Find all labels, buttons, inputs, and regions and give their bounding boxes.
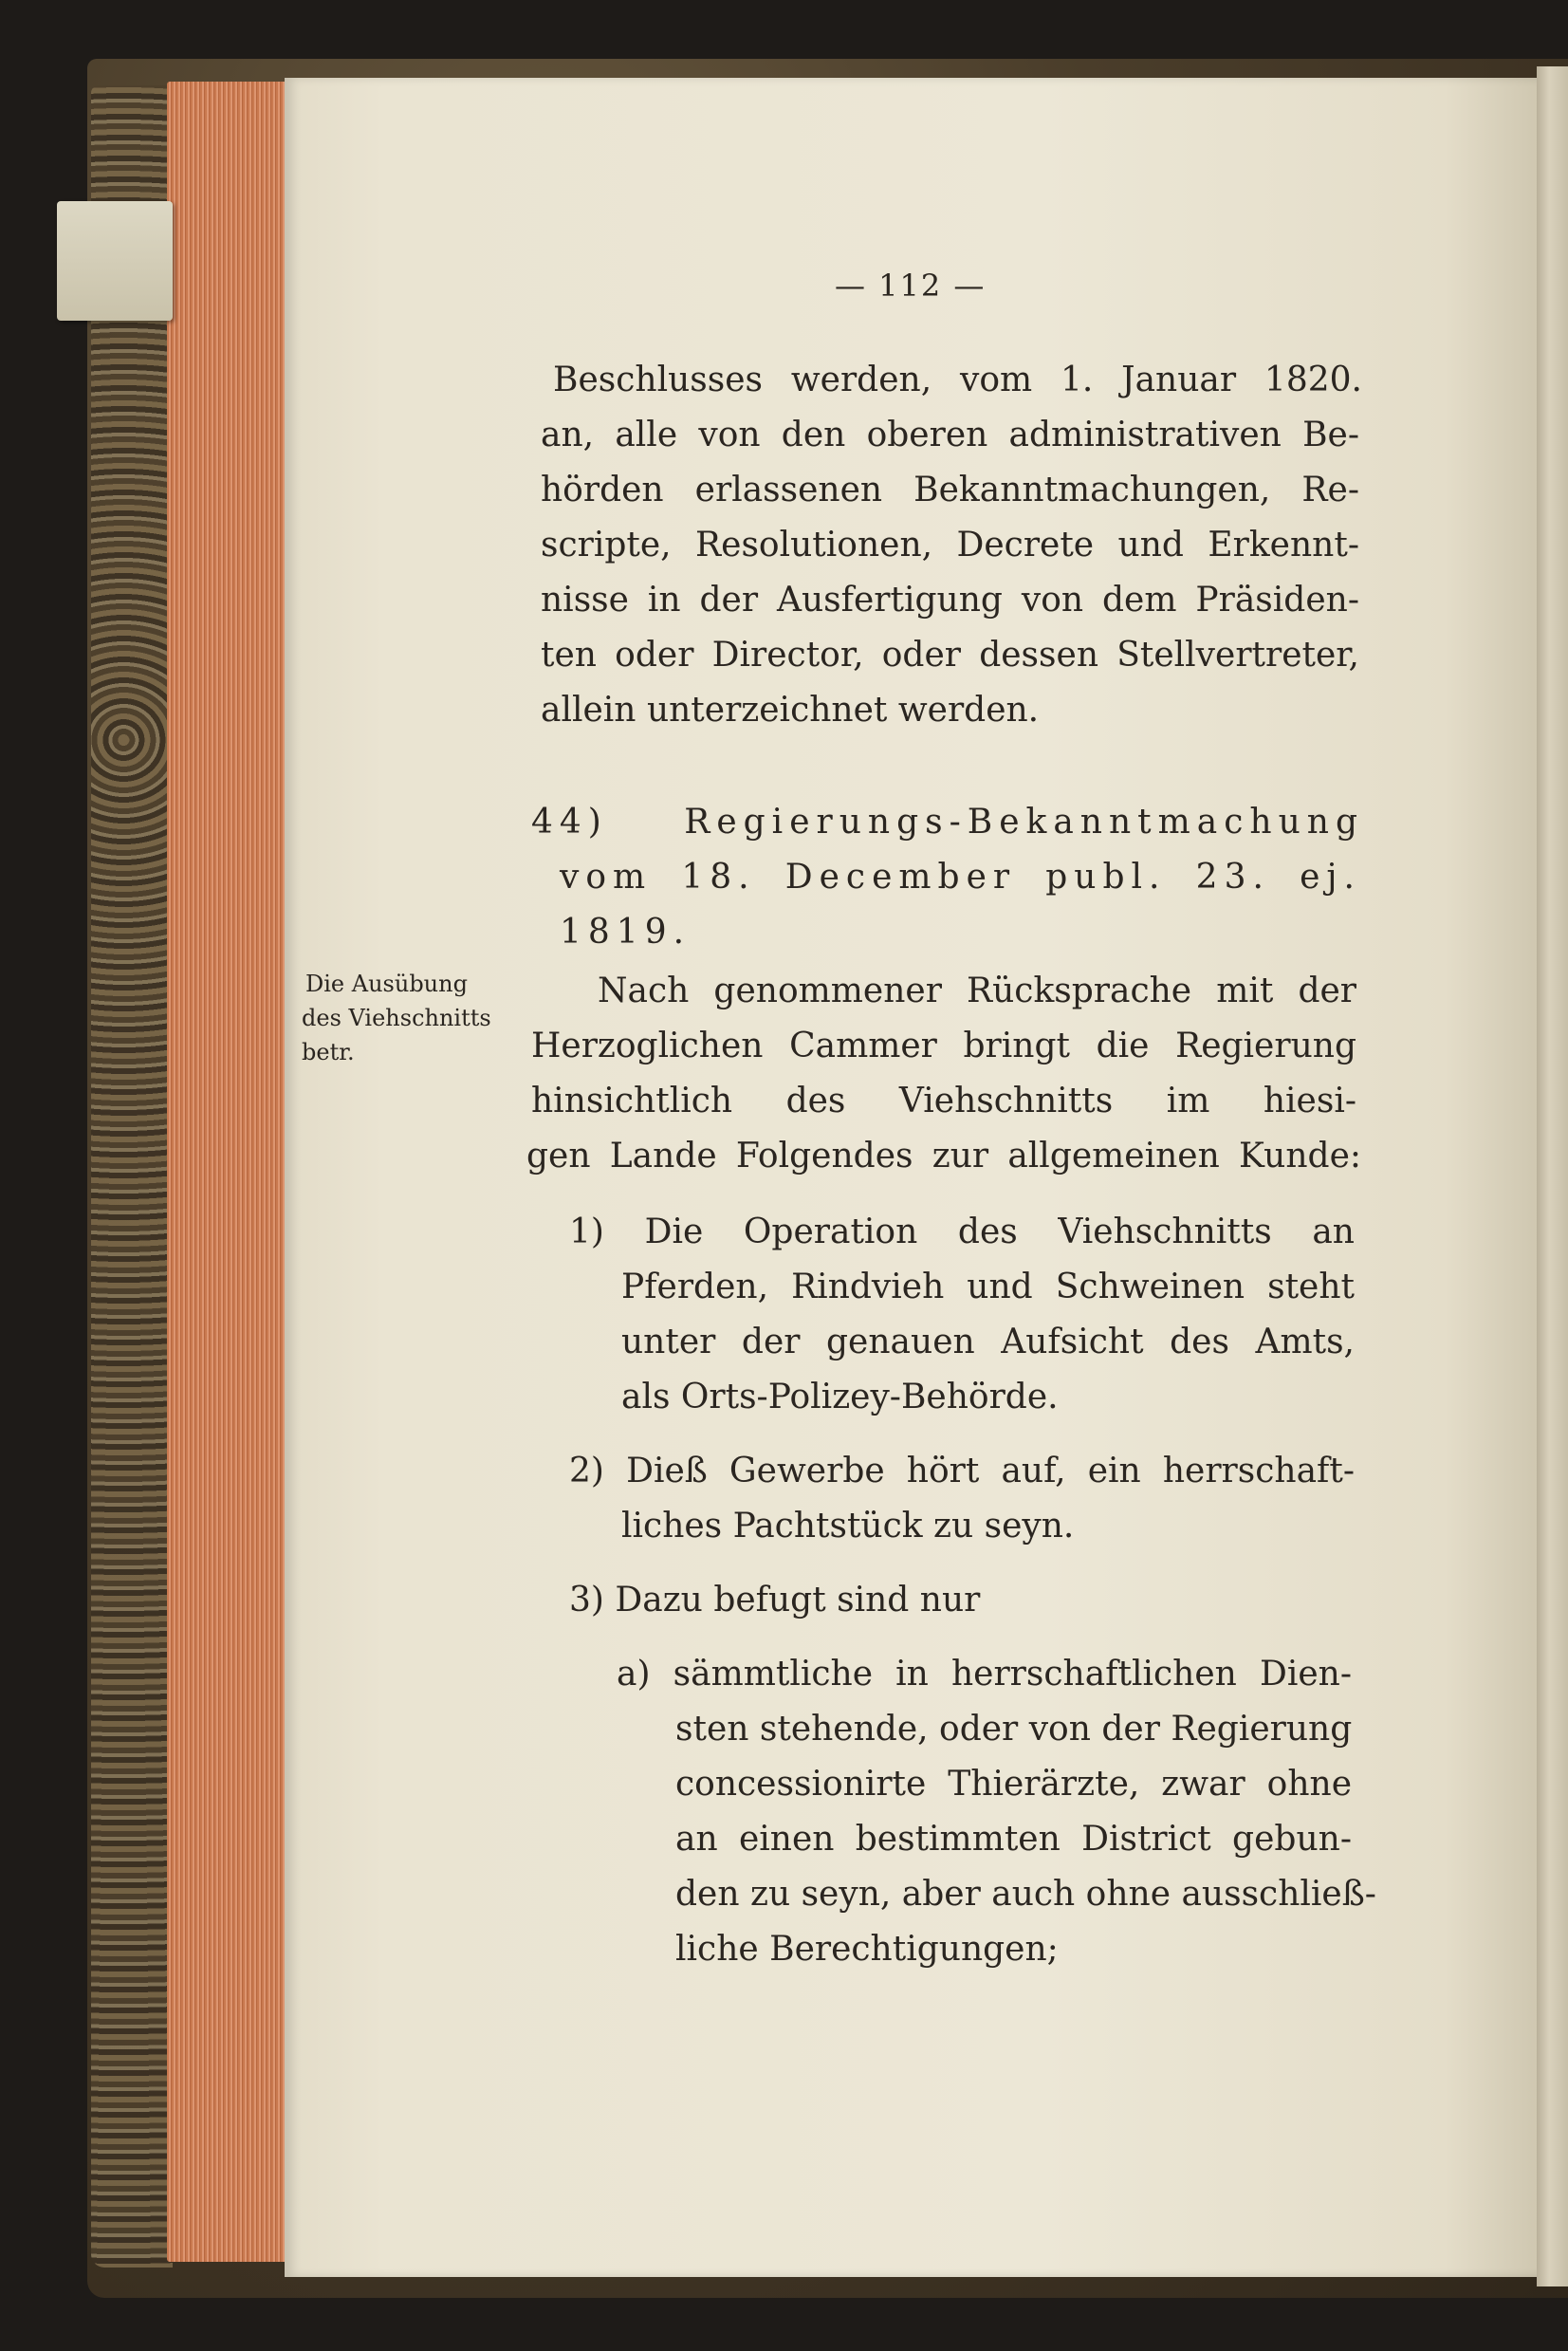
section-heading-date: vom 18. December publ. 23. ej. — [560, 858, 1361, 897]
sub-list-item-continuation: liche Berechtigungen; — [675, 1930, 1059, 1969]
list-item-continuation: liches Pachtstück zu seyn. — [621, 1507, 1075, 1546]
list-item: 2) Dieß Gewerbe hört auf, ein herrschaft- — [569, 1452, 1355, 1490]
marbled-binding — [91, 85, 173, 2268]
section-heading: 44) Regierungs-Bekanntmachung — [531, 803, 1364, 842]
bookmark-tab — [57, 201, 173, 321]
list-item-continuation: als Orts-Polizey-Behörde. — [621, 1378, 1059, 1416]
margin-note-line: betr. — [302, 1039, 355, 1065]
text-line: hörden erlassenen Bekanntmachungen, Re- — [541, 471, 1359, 509]
text-line: Beschlusses werden, vom 1. Januar 1820. — [553, 361, 1362, 399]
text-line: ten oder Director, oder dessen Stellvertreter, — [541, 636, 1359, 675]
sub-list-item-continuation: den zu seyn, aber auch ohne ausschließ- — [675, 1875, 1376, 1914]
facing-page-edge — [1537, 66, 1568, 2286]
text-line: nisse in der Ausfertigung von dem Präsiden- — [541, 581, 1359, 620]
text-line: allein unterzeichnet werden. — [541, 691, 1040, 730]
sub-list-item-continuation: sten stehende, oder von der Regierung — [675, 1710, 1353, 1749]
text-line: Herzoglichen Cammer bringt die Regierung — [531, 1027, 1356, 1065]
text-line: gen Lande Folgendes zur allgemeinen Kunde: — [526, 1137, 1361, 1176]
text-line: Nach genommener Rücksprache mit der — [598, 972, 1356, 1010]
margin-note-line: Die Ausübung — [305, 971, 468, 997]
text-line: scripte, Resolutionen, Decrete und Erkennt- — [541, 526, 1359, 565]
margin-note-line: des Viehschnitts — [302, 1005, 491, 1031]
sub-list-item-continuation: an einen bestimmten District gebun- — [675, 1820, 1352, 1859]
page-edges — [167, 82, 300, 2262]
text-line: hinsichtlich des Viehschnitts im hiesi- — [531, 1082, 1356, 1120]
list-item: 3) Dazu befugt sind nur — [569, 1581, 981, 1620]
text-line: an, alle von den oberen administrativen Be- — [541, 416, 1359, 454]
list-item-continuation: unter der genauen Aufsicht des Amts, — [621, 1323, 1355, 1361]
sub-list-item: a) sämmtliche in herrschaftlichen Dien- — [617, 1655, 1352, 1694]
page-number: — 112 — — [835, 268, 987, 304]
list-item: 1) Die Operation des Viehschnitts an — [569, 1213, 1355, 1251]
section-heading-year: 1819. — [560, 913, 692, 952]
list-item-continuation: Pferden, Rindvieh und Schweinen steht — [621, 1268, 1355, 1306]
sub-list-item-continuation: concessionirte Thierärzte, zwar ohne — [675, 1765, 1352, 1804]
